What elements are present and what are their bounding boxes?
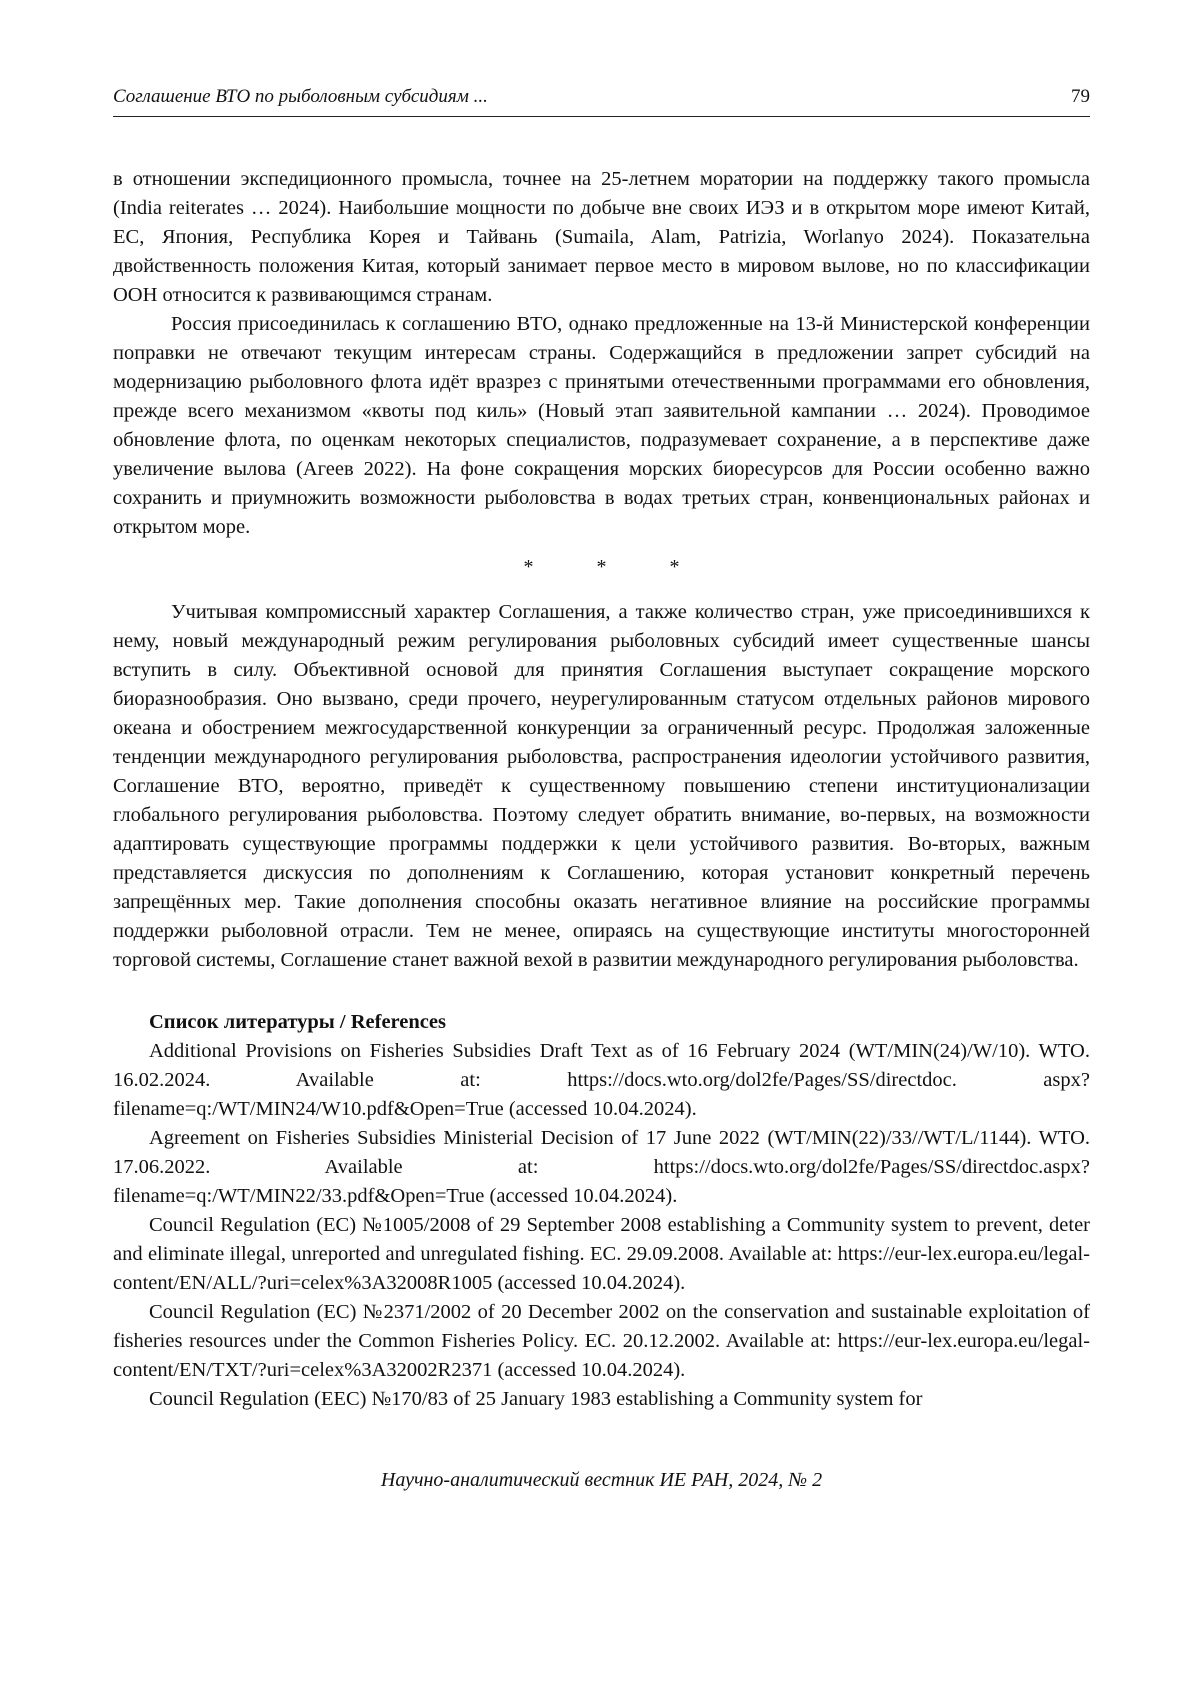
running-title: Соглашение ВТО по рыболовным субсидиям ... xyxy=(113,86,488,107)
separator-star: * xyxy=(669,556,680,578)
page-number: 79 xyxy=(1071,86,1090,107)
reference-item: Agreement on Fisheries Subsidies Ministerial Decision of 17 June 2022 (WT/MIN(22)/33//WT/L/1144). WTO. 17.06.2022. Available at: https://docs.wto.org/dol2fe/Pages/SS/directdoc.aspx?filename=q:/WT/MIN22/33.pdf&Open=True (accessed 10.04.2024). xyxy=(113,1127,1090,1207)
paragraph-continuation: в отношении экспедиционного промысла, точнее на 25-летнем моратории на поддержку такого промысла (India reiterates … 2024). Наибольшие мощности по добыче вне своих ИЭЗ и в открытом море имеют Китай, ЕС, Япония, Республика Корея и Тайвань (Sumaila, Alam, Patrizia, Worlanyo 2024). Показательна двойственность положения Китая, который занимает первое место в мировом вылове, но по классификации ООН относится к развивающимся странам. xyxy=(113,168,1090,306)
running-header xyxy=(113,86,1090,117)
paragraph-russia: Россия присоединилась к соглашению ВТО, однако предложенные на 13-й Министерской конференции поправки не отвечают текущим интересам страны. Содержащийся в предложении запрет субсидий на модернизацию рыболовного флота идёт вразрез с принятыми отечественными программами его обновления, прежде всего механизмом «квоты под киль» (Новый этап заявительной кампании … 2024). Проводимое обновление флота, по оценкам некоторых специалистов, подразумевает сохранение, а в перспективе даже увеличение вылова (Агеев 2022). На фоне сокращения морских биоресурсов для России особенно важно сохранить и приумножить возможности рыболовства в водах третьих стран, конвенциональных районах и открытом море. xyxy=(113,313,1090,538)
paragraph-conclusion: Учитывая компромиссный характер Соглашения, а также количество стран, уже присоединившихся к нему, новый международный режим регулирования рыболовных субсидий имеет существенные шансы вступить в силу. Объективной основой для принятия Соглашения выступает сокращение морского биоразнообразия. Оно вызвано, среди прочего, неурегулированным статусом отдельных районов мирового океана и обострением межгосударственной конкуренции за ограниченный ресурс. Продолжая заложенные тенденции международного регулирования рыболовства, распространения идеологии устойчивого развития, Соглашение ВТО, вероятно, приведёт к существенному повышению степени институционализации глобального регулирования рыболовства. Поэтому следует обратить внимание, во-первых, на возможности адаптировать существующие программы поддержки к цели устойчивого развития. Во-вторых, важным представляется дискуссия по дополнениям к Соглашению, которая установит конкретный перечень запрещённых мер. Такие дополнения способны оказать негативное влияние на российские программы поддержки рыболовной отрасли. Тем не менее, опираясь на существующие институты многосторонней торговой системы, Соглашение станет важной вехой в развитии международного регулирования рыболовства. xyxy=(113,601,1090,971)
separator-star: * xyxy=(596,556,607,578)
separator-star: * xyxy=(523,556,534,578)
article-body xyxy=(113,165,1090,1414)
section-separator xyxy=(113,542,1090,598)
reference-item: Council Regulation (EEC) №170/83 of 25 January 1983 establishing a Community system for xyxy=(149,1388,923,1410)
reference-item: Additional Provisions on Fisheries Subsidies Draft Text as of 16 February 2024 (WT/MIN(24)/W/10). WTO. 16.02.2024. Available at: https://docs.wto.org/dol2fe/Pages/SS/directdoc. aspx?filename=q:/WT/MIN24/W10.pdf&Open=True (accessed 10.04.2024). xyxy=(113,1040,1090,1120)
reference-item: Council Regulation (EC) №2371/2002 of 20 December 2002 on the conservation and sustainable exploitation of fisheries resources under the Common Fisheries Policy. EC. 20.12.2002. Available at: https://eur-lex.europa.eu/legal-content/EN/TXT/?uri=celex%3A32002R2371 (accessed 10.04.2024). xyxy=(113,1301,1090,1381)
journal-footer: Научно-аналитический вестник ИЕ РАН, 2024, № 2 xyxy=(380,1469,823,1491)
reference-item: Council Regulation (EC) №1005/2008 of 29 September 2008 establishing a Community system to prevent, deter and eliminate illegal, unreported and unregulated fishing. EC. 29.09.2008. Available at: https://eur-lex.europa.eu/legal-content/EN/ALL/?uri=celex%3A32008R1005 (accessed 10.04.2024). xyxy=(113,1214,1090,1294)
references-heading: Список литературы / References xyxy=(149,1011,446,1033)
